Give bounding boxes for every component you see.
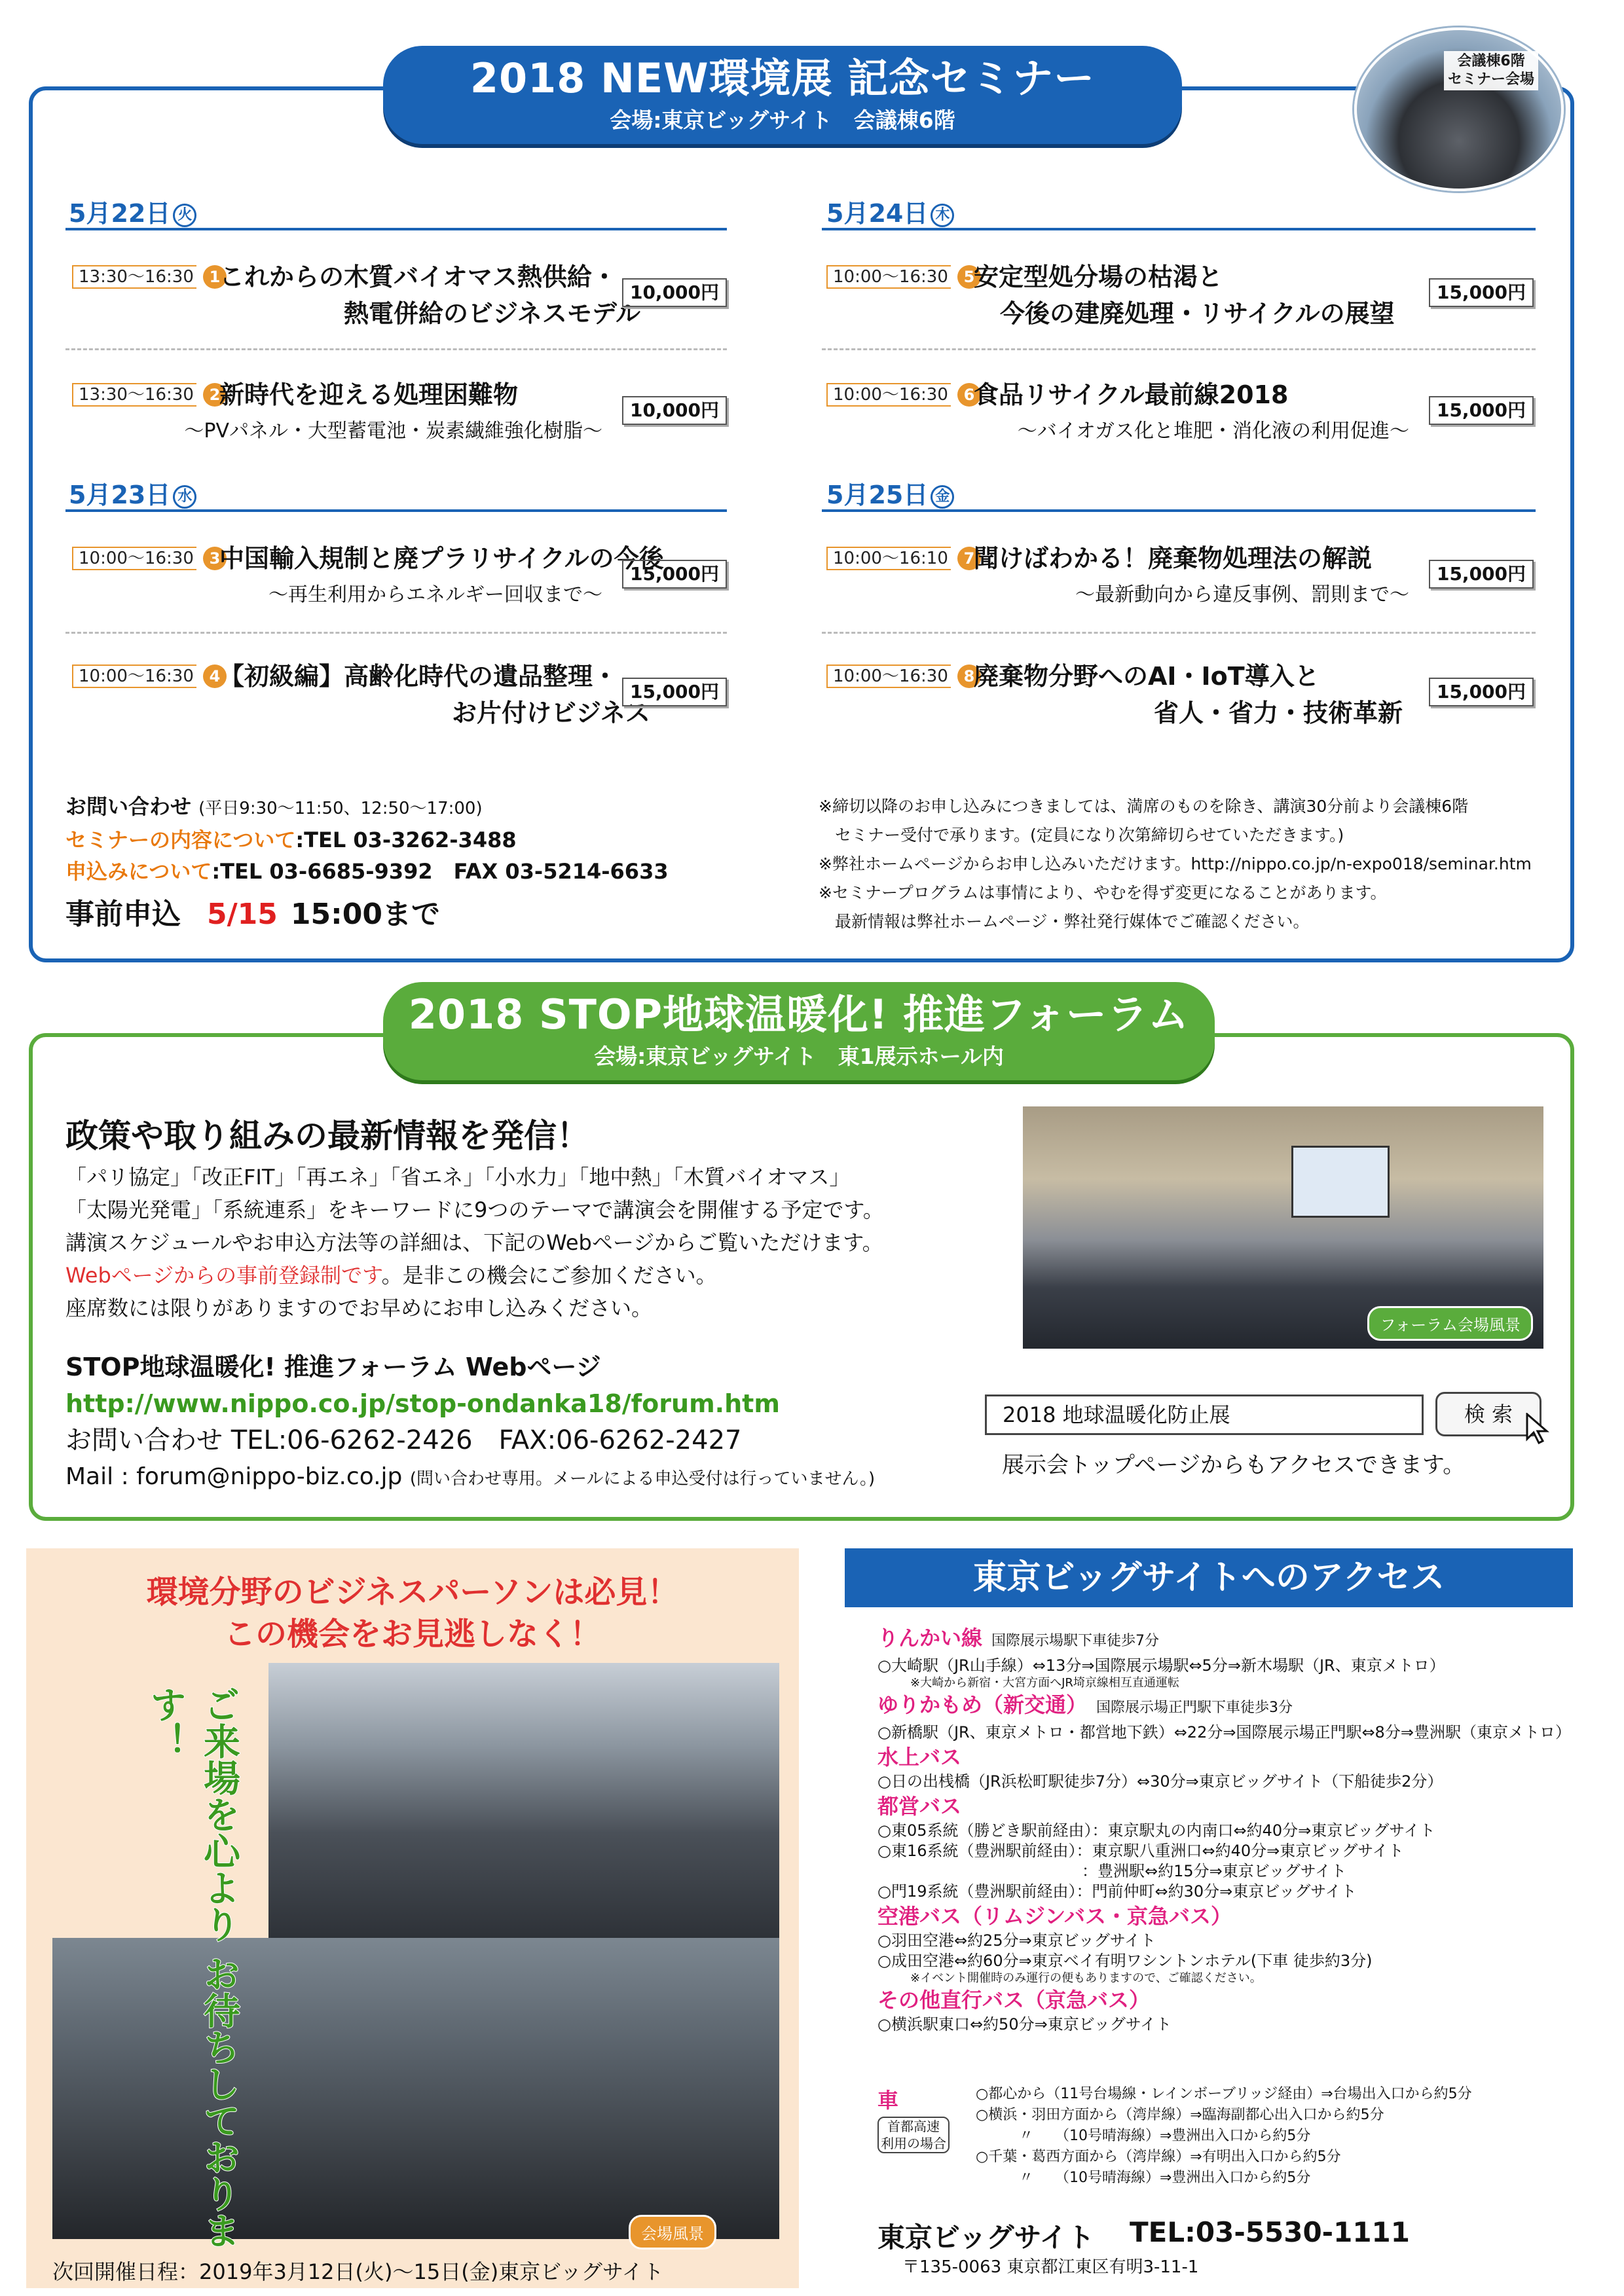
session-title: 中国輸入規制と廃プラリサイクルの今後 xyxy=(219,544,664,573)
forum-web-registration-tail: 。是非この機会にご参加ください。 xyxy=(381,1263,717,1288)
route-note: 国際展示場正門駅下車徒歩3分 xyxy=(1096,1700,1293,1716)
search-input[interactable]: 2018 地球温暖化防止展 xyxy=(985,1394,1424,1435)
session-item xyxy=(72,259,727,357)
session-time: 10:00〜16:30 xyxy=(72,665,196,688)
session-number: 7 xyxy=(957,547,981,570)
promo-panel xyxy=(26,1548,799,2288)
exhibition-photo-upper xyxy=(268,1663,779,1938)
access-title: 東京ビッグサイトへのアクセス xyxy=(845,1548,1573,1607)
note-line: ※セミナープログラムは事情により、やむを得ず変更になることがあります。 xyxy=(819,883,1387,902)
session-number: 5 xyxy=(957,265,981,289)
car-route-line: 〃 （10号晴海線）⇒豊洲出入口から約5分 xyxy=(976,2128,1311,2144)
session-item xyxy=(826,540,1534,638)
session-title: 安定型処分場の枯渇と xyxy=(974,263,1223,291)
session-item xyxy=(72,540,727,638)
session-price: 15,000円 xyxy=(1429,678,1534,706)
session-title: 新時代を迎える処理困難物 xyxy=(219,380,519,409)
route-line: ○羽田空港⇔約25分⇒東京ビッグサイト xyxy=(877,1931,1156,1950)
session-number: 4 xyxy=(203,665,227,688)
session-title: 食品リサイクル最前線2018 xyxy=(974,380,1289,409)
session-title-line2: 今後の建廃処理・リサイクルの展望 xyxy=(1000,299,1395,328)
day-header: 5月22日 火 xyxy=(69,193,196,229)
session-title: 廃棄物分野へのAI・IoT導入と xyxy=(974,662,1320,691)
session-subtitle: 〜再生利用からエネルギー回収まで〜 xyxy=(268,583,602,606)
seminar-venue: 会場:東京ビッグサイト 会議棟6階 xyxy=(610,107,955,133)
car-route-line: ○千葉・葛西方面から（湾岸線）⇒有明出入口から約5分 xyxy=(976,2149,1341,2165)
session-number: 1 xyxy=(203,265,227,289)
route-name: りんかい線 国際展示場駅下車徒歩7分 xyxy=(877,1626,1160,1650)
route-name: 都営バス xyxy=(877,1794,962,1819)
route-name: その他直行バス（京急バス） xyxy=(877,1988,1151,2013)
route-line: ：豊洲駅⇔約15分⇒東京ビッグサイト xyxy=(877,1862,1347,1880)
venue-label-floor: 会議棟6階 xyxy=(1457,53,1525,69)
session-title: 【初級編】高齢化時代の遺品整理・ xyxy=(219,662,618,691)
forum-body-line: 講演スケジュールやお申込方法等の詳細は、下記のWebページからご覧いただけます。 xyxy=(65,1230,883,1255)
day-header: 5月24日 木 xyxy=(826,193,954,229)
route-name: 空港バス（リムジンバス・京急バス） xyxy=(877,1904,1232,1929)
session-title: 聞けばわかる！廃棄物処理法の解説 xyxy=(974,544,1373,573)
session-separator xyxy=(65,348,727,350)
forum-body-line: 「パリ協定」「改正FIT」「再エネ」「省エネ」「小水力」「地中熱」「木質バイオマス」 xyxy=(65,1165,851,1190)
session-time: 13:30〜16:30 xyxy=(72,383,196,407)
session-number: 2 xyxy=(203,383,227,407)
forum-mail-note: (問い合わせ専用。メールによる申込受付は行っていません。) xyxy=(409,1469,876,1489)
forum-tel: お問い合わせ TEL:06-6262-2426 FAX:06-6262-2427 xyxy=(65,1425,742,1455)
promo-headline-line1: 環境分野のビジネスパーソンは必見！ xyxy=(146,1574,679,1611)
note-line: ※弊社ホームページからお申し込みいただけます。http://nippo.co.jp/n-expo018/seminar.htm xyxy=(819,854,1532,873)
next-event-date: 次回開催日程：2019年3月12日(火)〜15日(金)東京ビッグサイト xyxy=(52,2259,664,2284)
session-item xyxy=(72,658,727,756)
session-price: 15,000円 xyxy=(1429,396,1534,425)
bigsight-name: 東京ビッグサイト xyxy=(877,2221,1095,2253)
contact-hours: (平日9:30〜11:50、12:50〜17:00) xyxy=(198,799,483,818)
forum-web-registration: Webページからの事前登録制です xyxy=(65,1263,382,1288)
projection-screen xyxy=(1291,1146,1390,1218)
bigsight-tel: TEL:03-5530-1111 xyxy=(1130,2216,1410,2248)
welcome-message: ご来場を心より お待ちしております！ xyxy=(144,1686,240,2249)
session-title: これからの木質バイオマス熱供給・ xyxy=(219,263,617,291)
day-divider xyxy=(65,228,727,230)
bigsight-address: 〒135-0063 東京都江東区有明3-11-1 xyxy=(902,2257,1199,2277)
session-title-line2: お片付けビジネス xyxy=(452,699,650,727)
search-note: 展示会トップページからもアクセスできます。 xyxy=(1002,1452,1466,1478)
venue-photo-label xyxy=(1444,51,1538,90)
deadline-time: 15:00まで xyxy=(290,898,440,931)
session-price: 15,000円 xyxy=(622,560,727,589)
forum-title: 2018 STOP地球温暖化! 推進フォーラム xyxy=(408,991,1190,1038)
session-subtitle: 〜最新動向から違反事例、罰則まで〜 xyxy=(1075,583,1409,606)
session-separator xyxy=(822,348,1536,350)
forum-title-banner xyxy=(383,982,1215,1080)
forum-url-link[interactable]: http://www.nippo.co.jp/stop-ondanka18/forum.htm xyxy=(65,1389,780,1418)
seminar-contact xyxy=(65,791,669,887)
session-separator xyxy=(65,632,727,634)
session-price: 10,000円 xyxy=(622,396,727,425)
car-route-line: ○横浜・羽田方面から（湾岸線）⇒臨海副都心出入口から約5分 xyxy=(976,2107,1384,2123)
session-title-line2: 省人・省力・技術革新 xyxy=(1154,699,1403,727)
venue-label-room: セミナー会場 xyxy=(1448,71,1535,88)
car-access xyxy=(877,2084,1572,2189)
session-separator xyxy=(822,632,1536,634)
route-note: 国際展示場駅下車徒歩7分 xyxy=(991,1633,1160,1649)
forum-venue: 会場:東京ビッグサイト 東1展示ホール内 xyxy=(594,1044,1004,1069)
session-time: 13:30〜16:30 xyxy=(72,265,196,289)
session-subtitle: 〜PVパネル・大型蓄電池・炭素繊維強化樹脂〜 xyxy=(184,420,602,443)
day-divider xyxy=(822,509,1536,512)
session-item xyxy=(72,376,727,475)
forum-body-line: 「太陽光発電」「系統連系」をキーワードに9つのテーマで講演会を開催する予定です。 xyxy=(65,1197,884,1222)
deadline-label: 事前申込 xyxy=(65,898,181,931)
route-line: ○日の出桟橋（JR浜松町駅徒歩7分）⇔30分⇒東京ビッグサイト（下船徒歩2分） xyxy=(877,1772,1443,1791)
session-price: 15,000円 xyxy=(1429,278,1534,307)
car-label: 車 首都高速 利用の場合 xyxy=(877,2084,976,2189)
search-button-label: 検 索 xyxy=(1464,1402,1513,1427)
promo-headline xyxy=(26,1571,799,1655)
route-name: 水上バス xyxy=(877,1745,962,1770)
seminar-title: 2018 NEW環境展 記念セミナー xyxy=(470,54,1096,102)
session-number: 8 xyxy=(957,665,981,688)
forum-web-title: STOP地球温暖化! 推進フォーラム Webページ xyxy=(65,1353,601,1381)
note-line: ※締切以降のお申し込みにつきましては、満席のものを除き、講演30分前より会議棟6階 xyxy=(819,797,1469,816)
promo-headline-line2: この機会をお見逃しなく！ xyxy=(223,1616,601,1652)
session-number: 6 xyxy=(957,383,981,407)
contact-apply-label: 申込みについて xyxy=(65,859,212,884)
session-time: 10:00〜16:10 xyxy=(826,547,951,570)
session-item xyxy=(826,376,1534,475)
session-number: 3 xyxy=(203,547,227,570)
cursor-arrow-icon xyxy=(1526,1413,1551,1444)
route-line: ○東05系統（勝どき駅前経由）：東京駅丸の内南口⇔約40分⇒東京ビッグサイト xyxy=(877,1821,1435,1840)
forum-photo-caption: フォーラム会場風景 xyxy=(1367,1306,1533,1341)
session-price: 15,000円 xyxy=(622,678,727,706)
route-line: ○横浜駅東口⇔約50分⇒東京ビッグサイト xyxy=(877,2015,1172,2033)
route-line: ○門19系統（豊洲駅前経由）：門前仲町⇔約30分⇒東京ビッグサイト xyxy=(877,1882,1357,1901)
session-time: 10:00〜16:30 xyxy=(826,665,951,688)
promo-photo-caption: 会場風景 xyxy=(629,2215,716,2250)
forum-mail[interactable]: Mail : forum@nippo-biz.co.jp xyxy=(65,1463,403,1490)
car-route-line: ○都心から（11号台場線・レインボーブリッジ経由）⇒台場出入口から約5分 xyxy=(976,2086,1472,2102)
session-price: 10,000円 xyxy=(622,278,727,307)
contact-apply-tel: :TEL 03-6685-9392 FAX 03-5214-6633 xyxy=(212,859,669,884)
forum-seat-note: 座席数には限りがありますのでお早めにお申し込みください。 xyxy=(65,1296,653,1321)
day-divider xyxy=(65,509,727,512)
session-time: 10:00〜16:30 xyxy=(826,265,951,289)
day-header: 5月23日 水 xyxy=(69,475,196,511)
session-title-line2: 熱電併給のビジネスモデル xyxy=(344,299,640,328)
forum-venue-photo xyxy=(1023,1106,1543,1349)
route-line: ○新橋駅（JR、東京メトロ・都営地下鉄）⇔22分⇒国際展示場正門駅⇔8分⇒豊洲駅（東京メトロ） xyxy=(877,1723,1571,1741)
route-line: ○東16系統（豊洲駅前経由）：東京駅八重洲口⇔約40分⇒東京ビッグサイト xyxy=(877,1842,1404,1860)
session-subtitle: 〜バイオガス化と堆肥・消化液の利用促進〜 xyxy=(1017,420,1409,443)
access-routes xyxy=(877,1624,1572,2035)
seminar-title-banner xyxy=(383,46,1182,144)
route-line: ○大崎駅（JR山手線）⇔13分⇒国際展示場駅⇔5分⇒新木場駅（JR、東京メトロ） xyxy=(877,1656,1445,1675)
seminar-notes xyxy=(819,792,1532,936)
contact-content-tel: :TEL 03-3262-3488 xyxy=(295,828,517,852)
note-line: 最新情報は弊社ホームページ・弊社発行媒体でご確認ください。 xyxy=(819,912,1310,931)
note-line: セミナー受付で承ります。(定員になり次第締切らせていただきます。) xyxy=(819,826,1344,845)
route-line: ○成田空港⇔約60分⇒東京ベイ有明ワシントンホテル(下車 徒歩約3分) xyxy=(877,1952,1373,1970)
day-divider xyxy=(822,228,1536,230)
day-header: 5月25日 金 xyxy=(826,475,954,511)
session-time: 10:00〜16:30 xyxy=(72,547,196,570)
session-time: 10:00〜16:30 xyxy=(826,383,951,407)
forum-web-info xyxy=(65,1349,875,1497)
session-item xyxy=(826,259,1534,357)
route-sub-note: ※大崎から新宿・大宮方面へJR埼京線相互直通運転 xyxy=(910,1676,1179,1690)
route-name: ゆりかもめ（新交通） 国際展示場正門駅下車徒歩3分 xyxy=(877,1692,1293,1717)
registration-deadline xyxy=(65,890,440,932)
contact-content-label: セミナーの内容について xyxy=(65,828,296,852)
forum-headline: 政策や取り組みの最新情報を発信！ xyxy=(65,1117,589,1155)
deadline-date: 5/15 xyxy=(207,898,278,931)
forum-body xyxy=(65,1161,884,1324)
car-route-line: 〃 （10号晴海線）⇒豊洲出入口から約5分 xyxy=(976,2170,1311,2186)
route-sub-note: ※イベント開催時のみ運行の便もありますので、ご確認ください。 xyxy=(910,1971,1262,1985)
session-item xyxy=(826,658,1534,756)
session-price: 15,000円 xyxy=(1429,560,1534,589)
contact-label: お問い合わせ xyxy=(65,794,192,819)
